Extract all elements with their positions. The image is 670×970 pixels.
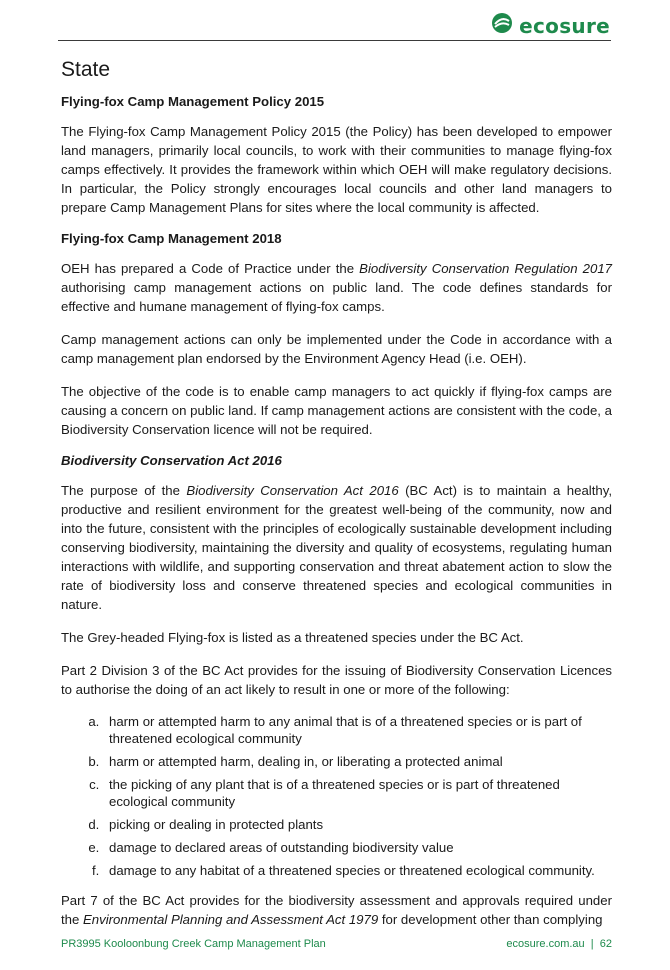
section-heading-policy: Flying-fox Camp Management Policy 2015 (61, 94, 325, 109)
paragraph: The Grey-headed Flying-fox is listed as a threatened species under the BC Act. (61, 630, 524, 645)
list-item: f. damage to any habitat of a threatened species or threatened ecological community. (103, 862, 612, 879)
text-run: authorising camp management actions on public land. The code defines standards for effective and humane management of flying-fox camps. (61, 280, 612, 314)
text-run: (BC Act) is to maintain a healthy, productive and resilient environment for the greatest well-being of the community, now and into the future, consistent with the principles of ecologically sustainable development including conserving biodiversity, maintaining the diversity and quality of ecosystems, regulating human interactions with wildlife, and supporting conservation and threat abatement action to slow the rate of biodiversity loss and conserve threatened species and ecological communities in nature. (61, 483, 612, 612)
paragraph (61, 481, 612, 614)
licence-activities-list (61, 713, 612, 879)
document-body (61, 58, 612, 943)
paragraph: The objective of the code is to enable camp managers to act quickly if flying-fox camps are causing a concern on public land. If camp management actions are consistent with the code, a Biodiversity Conservation licence will not be required. (61, 384, 612, 437)
paragraph: The Flying-fox Camp Management Policy 2015 (the Policy) has been developed to empower land managers, primarily local councils, to work with their communities to manage flying-fox camps effectively. It provides the framework within which OEH will make regulatory decisions. In particular, the Policy strongly encourages local councils and other land managers to prepare Camp Management Plans for sites where the local community is affected. (61, 124, 612, 215)
text-run: OEH has prepared a Code of Practice under the (61, 261, 360, 276)
page-footer (61, 938, 612, 950)
list-item: b. harm or attempted harm, dealing in, or liberating a protected animal (103, 753, 612, 770)
page-header (0, 0, 670, 42)
act-title: Environmental Planning and Assessment Act 1979 (83, 912, 379, 927)
paragraph: Camp management actions can only be implemented under the Code in accordance with a camp management plan endorsed by the Environment Agency Head (i.e. OEH). (61, 332, 612, 366)
act-title: Biodiversity Conservation Act 2016 (186, 483, 399, 498)
list-item: d. picking or dealing in protected plants (103, 816, 612, 833)
regulation-title: Biodiversity Conservation Regulation 2017 (359, 261, 612, 276)
list-item: a. harm or attempted harm to any animal that is of a threatened species or is part of threatened ecological community (103, 713, 612, 747)
brand-name: ecosure (519, 13, 610, 38)
text-run: for development other than complying (378, 912, 603, 927)
section-heading-bc-act: Biodiversity Conservation Act 2016 (61, 453, 282, 468)
brand-logo (491, 12, 610, 39)
paragraph (61, 891, 612, 929)
paragraph (61, 259, 612, 316)
leaf-circle-icon (491, 12, 513, 39)
header-rule (58, 40, 611, 41)
section-heading-camp-management: Flying-fox Camp Management 2018 (61, 231, 282, 246)
footer-page-number: ecosure.com.au | 62 (506, 938, 612, 950)
page-title: State (61, 58, 111, 81)
text-run: Part 7 of the BC Act provides for the biodiversity assessment and approvals required under the (61, 893, 612, 927)
list-item: e. damage to declared areas of outstanding biodiversity value (103, 839, 612, 856)
paragraph: Part 2 Division 3 of the BC Act provides for the issuing of Biodiversity Conservation Licences to authorise the doing of an act likely to result in one or more of the following: (61, 663, 612, 697)
footer-document-title: PR3995 Kooloonbung Creek Camp Management Plan (61, 938, 326, 950)
list-item: c. the picking of any plant that is of a threatened species or is part of threatened ecological community (103, 776, 612, 810)
text-run: The purpose of the (61, 483, 187, 498)
